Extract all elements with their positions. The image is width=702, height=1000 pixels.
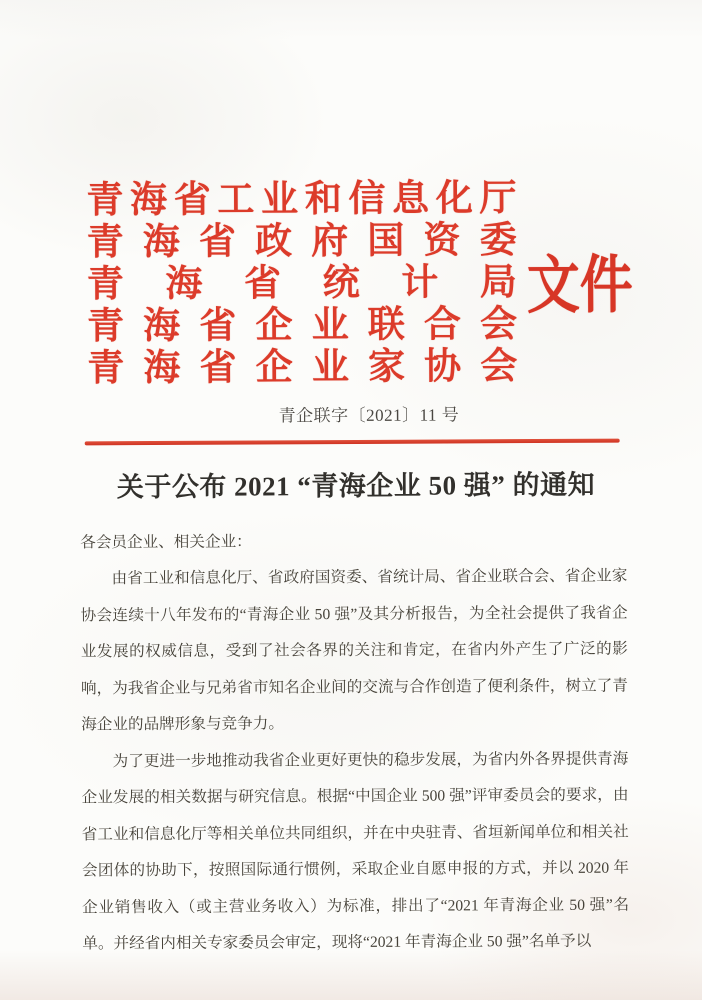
issuer-line-2: 青海省政府国资委 [86,220,517,264]
issuer-line-1: 青海省工业和信息化厅 [86,178,517,222]
document-title: 关于公布 2021 “青海企业 50 强” 的通知 [116,469,596,503]
body-paragraph-2: 为了更进一步地推动我省企业更好更快的稳步发展，为省内外各界提供青海企业发展的相关数据与研究信息。根据“中国企业 500 强”评审委员会的要求，由省工业和信息化厅等相关单位共同组织，并在中央驻青、省垣新闻单位和相关社会团体的协助下，按照国际通行惯例，采取企业自愿申报的方式，并以 2020 年企业销售收入（或主营业务收入）为标准，排出了“2021 年青海企业 50 强”名单。并经省内相关专家委员会审定，现将“2021 年青海企业 50 强”名单予以 [81,750,630,953]
red-divider-line [85,439,620,446]
issuer-line-5: 青海省企业家协会 [87,346,518,390]
body-paragraph-1: 由省工业和信息化厅、省政府国资委、省统计局、省企业联合会、省企业家协会连续十八年发布的“青海企业 50 强”及其分析报告，为全社会提供了我省企业发展的权威信息，受到了社会各界的关注和肯定，在省内外产生了广泛的影响，为我省企业与兄弟省市知名企业间的交流与合作创造了便利条件，树立了青海企业的品牌形象与竞争力。 [80,568,629,734]
letterhead-issuers [86,178,517,390]
doc-reference-number: 青企联字〔2021〕11 号 [278,405,460,426]
salutation-line: 各会员企业、相关企业： [80,533,252,552]
issuer-line-3: 青海省统计局 [86,262,517,306]
issuer-line-4: 青海省企业联合会 [86,304,518,348]
document-body [80,523,629,963]
doc-type-label: 文件 [526,250,633,322]
